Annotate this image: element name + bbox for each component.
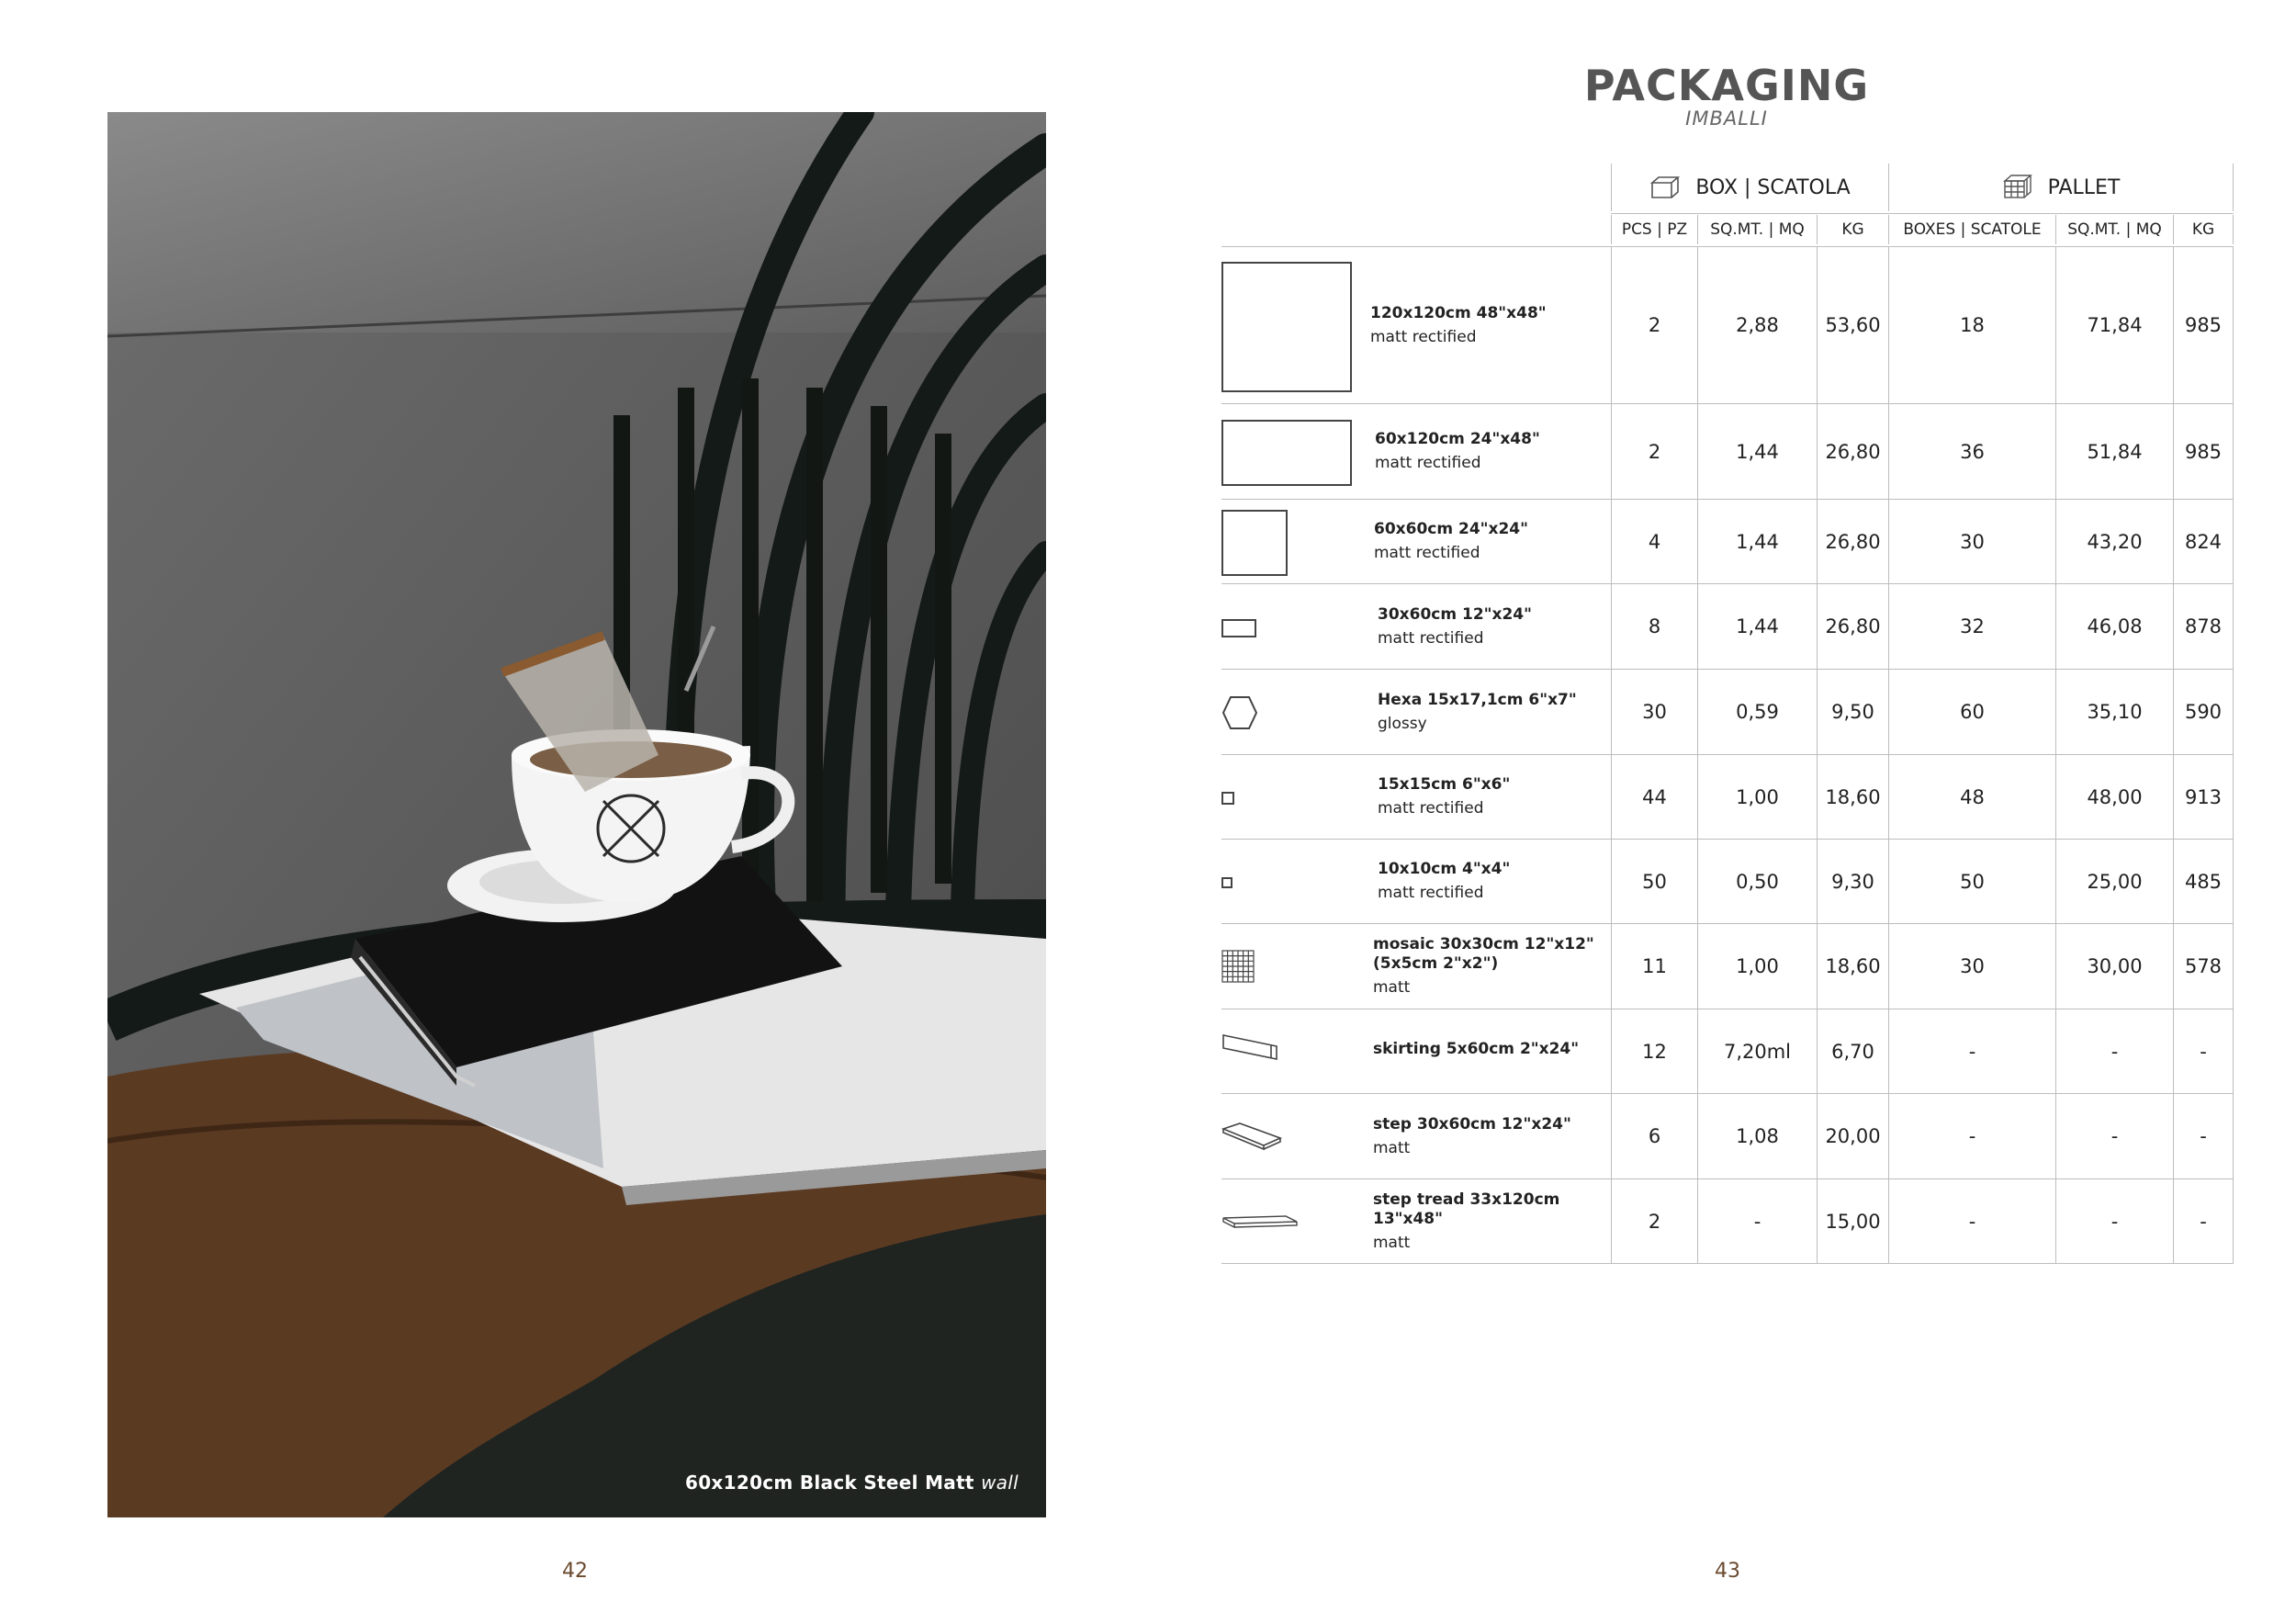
cell-box-sqm: 7,20ml	[1697, 1009, 1817, 1093]
item-finish: matt	[1373, 978, 1411, 997]
cell-box-sqm: -	[1697, 1179, 1817, 1263]
cell-pallet-kg: 824	[2173, 500, 2234, 583]
pallet-group-header	[1888, 164, 2234, 211]
photo-illustration	[107, 112, 1046, 1517]
cell-boxes: 30	[1888, 500, 2055, 583]
page-number-left: 42	[562, 1560, 588, 1583]
rect-30x60-icon	[1221, 619, 1256, 642]
cell-box-sqm: 1,44	[1697, 404, 1817, 499]
col-pallet-sqm: SQ.MT. | MQ	[2055, 215, 2173, 244]
table-row	[1221, 840, 2234, 924]
square-10-icon	[1221, 876, 1232, 893]
page-number-right: 43	[1715, 1560, 1740, 1583]
cell-box-kg: 26,80	[1817, 584, 1888, 669]
cell-box-kg: 26,80	[1817, 404, 1888, 499]
table-row	[1221, 1094, 2234, 1179]
cell-pallet-kg: -	[2173, 1179, 2234, 1263]
square-120-icon	[1221, 262, 1352, 397]
cell-pcs: 6	[1611, 1094, 1697, 1179]
item-name: 15x15cm 6"x6"	[1378, 775, 1511, 794]
cell-box-sqm: 0,50	[1697, 840, 1817, 923]
item-finish: matt	[1373, 1233, 1411, 1252]
cell-pcs: 44	[1611, 755, 1697, 839]
cell-boxes: 60	[1888, 670, 2055, 754]
cell-pallet-sqm: 48,00	[2055, 755, 2173, 839]
page-title: PACKAGING	[1583, 61, 1870, 110]
item-name: 60x60cm 24"x24"	[1374, 520, 1528, 538]
box-group-header	[1611, 164, 1888, 211]
step-tread-icon	[1221, 1214, 1299, 1235]
cell-pallet-sqm: 35,10	[2055, 670, 2173, 754]
cell-pallet-kg: 913	[2173, 755, 2234, 839]
cell-pallet-sqm: -	[2055, 1094, 2173, 1179]
cell-pallet-sqm: -	[2055, 1009, 2173, 1093]
item-finish: matt	[1373, 1138, 1411, 1157]
table-row	[1221, 755, 2234, 840]
cell-pallet-kg: 590	[2173, 670, 2234, 754]
item-finish: matt rectified	[1374, 544, 1480, 562]
cell-pallet-kg: -	[2173, 1009, 2234, 1093]
cell-boxes: 18	[1888, 247, 2055, 403]
cell-pallet-kg: -	[2173, 1094, 2234, 1179]
cell-boxes: 30	[1888, 924, 2055, 1009]
step-icon	[1221, 1122, 1282, 1157]
cell-pallet-kg: 878	[2173, 584, 2234, 669]
cell-pallet-sqm: -	[2055, 1179, 2173, 1263]
cell-pcs: 2	[1611, 404, 1697, 499]
item-name: 10x10cm 4"x4"	[1378, 860, 1511, 878]
cell-box-kg: 9,50	[1817, 670, 1888, 754]
cell-pallet-sqm: 51,84	[2055, 404, 2173, 499]
cell-pcs: 8	[1611, 584, 1697, 669]
cell-pallet-sqm: 71,84	[2055, 247, 2173, 403]
cell-box-sqm: 1,00	[1697, 755, 1817, 839]
photo-caption	[685, 1472, 1019, 1494]
item-finish: matt rectified	[1378, 884, 1484, 902]
col-pcs: PCS | PZ	[1611, 215, 1697, 244]
hexagon-icon	[1221, 695, 1258, 735]
item-finish: glossy	[1378, 714, 1427, 733]
table-row	[1221, 670, 2234, 755]
page-subtitle: IMBALLI	[1685, 107, 1768, 130]
item-finish: matt rectified	[1370, 327, 1477, 346]
square-60-icon	[1221, 510, 1288, 581]
cell-pallet-sqm: 46,08	[2055, 584, 2173, 669]
cell-pallet-sqm: 43,20	[2055, 500, 2173, 583]
table-row	[1221, 1009, 2234, 1094]
item-name: mosaic 30x30cm 12"x12" (5x5cm 2"x2")	[1373, 935, 1594, 973]
table-row	[1221, 924, 2234, 1009]
item-name: skirting 5x60cm 2"x24"	[1373, 1040, 1580, 1058]
cell-pcs: 4	[1611, 500, 1697, 583]
cell-boxes: -	[1888, 1009, 2055, 1093]
item-name: 60x120cm 24"x48"	[1375, 430, 1540, 448]
caption-main: 60x120cm Black Steel Matt	[685, 1472, 974, 1494]
cell-pcs: 12	[1611, 1009, 1697, 1093]
col-box-sqm: SQ.MT. | MQ	[1697, 215, 1817, 244]
cell-box-kg: 26,80	[1817, 500, 1888, 583]
cell-box-kg: 53,60	[1817, 247, 1888, 403]
cell-box-kg: 6,70	[1817, 1009, 1888, 1093]
cell-box-sqm: 0,59	[1697, 670, 1817, 754]
cell-pallet-kg: 578	[2173, 924, 2234, 1009]
cell-pallet-kg: 985	[2173, 247, 2234, 403]
cell-box-sqm: 1,08	[1697, 1094, 1817, 1179]
item-name: step 30x60cm 12"x24"	[1373, 1114, 1571, 1133]
cell-box-sqm: 1,44	[1697, 500, 1817, 583]
skirting-icon	[1221, 1032, 1280, 1067]
caption-italic: wall	[981, 1472, 1019, 1494]
cell-box-kg: 15,00	[1817, 1179, 1888, 1263]
col-boxes: BOXES | SCATOLE	[1888, 215, 2055, 244]
item-name: 120x120cm 48"x48"	[1370, 303, 1547, 322]
cell-box-sqm: 1,44	[1697, 584, 1817, 669]
cell-pallet-kg: 485	[2173, 840, 2234, 923]
item-name: step tread 33x120cm 13"x48"	[1373, 1190, 1560, 1228]
pallet-icon	[2002, 174, 2033, 201]
cell-box-kg: 18,60	[1817, 755, 1888, 839]
cell-box-kg: 18,60	[1817, 924, 1888, 1009]
table-row	[1221, 584, 2234, 670]
cell-pcs: 2	[1611, 1179, 1697, 1263]
item-name: 30x60cm 12"x24"	[1378, 604, 1532, 624]
cell-box-kg: 20,00	[1817, 1094, 1888, 1179]
cell-pcs: 2	[1611, 247, 1697, 403]
box-group-label: BOX | SCATOLA	[1695, 175, 1851, 199]
cell-pcs: 50	[1611, 840, 1697, 923]
item-finish: matt rectified	[1375, 454, 1481, 472]
interior-photo	[107, 112, 1046, 1517]
cell-boxes: -	[1888, 1179, 2055, 1263]
cell-box-kg: 9,30	[1817, 840, 1888, 923]
cell-pallet-kg: 985	[2173, 404, 2234, 499]
cell-pallet-sqm: 25,00	[2055, 840, 2173, 923]
cell-pallet-sqm: 30,00	[2055, 924, 2173, 1009]
cell-pcs: 30	[1611, 670, 1697, 754]
cell-boxes: -	[1888, 1094, 2055, 1179]
pallet-group-label: PALLET	[2047, 175, 2121, 199]
table-row	[1221, 500, 2234, 584]
item-finish: matt rectified	[1378, 799, 1484, 818]
cell-boxes: 50	[1888, 840, 2055, 923]
mosaic-grid-icon	[1221, 950, 1255, 987]
item-finish: matt rectified	[1378, 628, 1484, 648]
item-name: Hexa 15x17,1cm 6"x7"	[1378, 690, 1577, 709]
cell-boxes: 36	[1888, 404, 2055, 499]
col-box-kg: KG	[1817, 215, 1888, 244]
square-15-icon	[1221, 792, 1234, 809]
rect-60x120-icon	[1221, 420, 1352, 491]
cell-box-sqm: 2,88	[1697, 247, 1817, 403]
table-row	[1221, 404, 2234, 500]
table-row	[1221, 247, 2234, 404]
cell-pcs: 11	[1611, 924, 1697, 1009]
cell-boxes: 48	[1888, 755, 2055, 839]
cell-box-sqm: 1,00	[1697, 924, 1817, 1009]
table-row	[1221, 1179, 2234, 1264]
cell-boxes: 32	[1888, 584, 2055, 669]
col-pallet-kg: KG	[2173, 215, 2234, 244]
box-icon	[1649, 175, 1681, 200]
